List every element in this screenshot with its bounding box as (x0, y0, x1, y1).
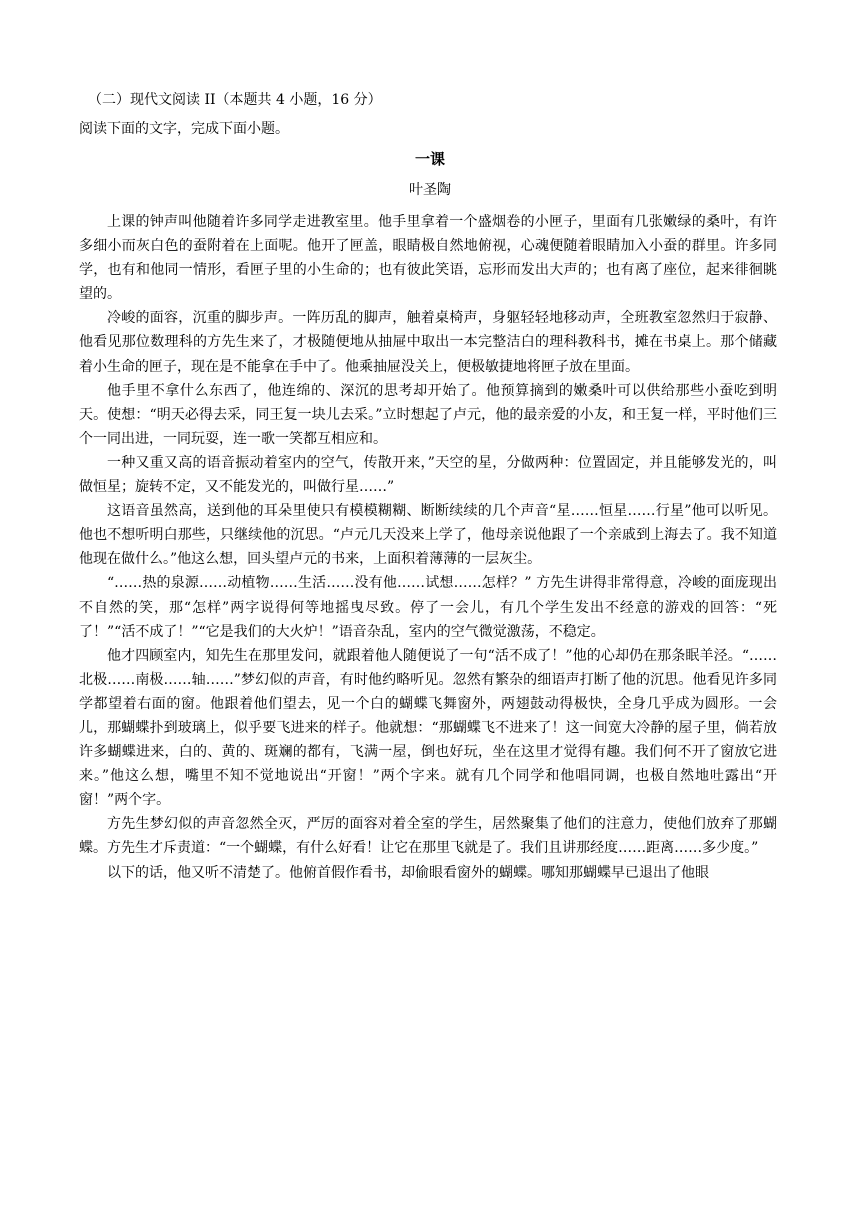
article-body (79, 210, 777, 885)
paragraph: 冷峻的面容，沉重的脚步声。一阵历乱的脚声，触着桌椅声，身躯轻轻地移动声，全班教室忽然归于寂静、他看见那位数理科的方先生来了，才极随便地从抽屉中取出一本完整洁白的理科教科书，摊在书桌上。那个储藏着小生命的匣子，现在是不能拿在手中了。他乘抽屉没关上，便极敏捷地将匣子放在里面。 (79, 310, 777, 375)
paragraph: 一种又重又高的语音振动着室内的空气，传散开来，”天空的星，分做两种：位置固定，并且能够发光的，叫做恒星；旋转不定，又不能发光的，叫做行星……” (79, 454, 777, 496)
paragraph: 方先生梦幻似的声音忽然全灭，严厉的面容对着全室的学生，居然聚集了他们的注意力，使他们放弃了那蝴蝶。方先生才斥责道：“一个蝴蝶，有什么好看！让它在那里飞就是了。我们且讲那经度……距离……多少度。” (79, 816, 777, 857)
reading-instruction: 阅读下面的文字，完成下面小题。 (79, 121, 289, 137)
section-heading: （二）现代文阅读 II（本题共 4 小题，16 分） (88, 92, 382, 108)
paragraph: 这语音虽然高，送到他的耳朵里使只有模模糊糊、断断续续的几个声音“星……恒星……行星”他可以听见。他也不想听明白那些，只继续他的沉思。“卢元几天没来上学了，他母亲说他跟了一个亲戚到上海去了。我不知道他现在做什么。”他这么想，回头望卢元的书来，上面积着薄薄的一层灰尘。 (79, 503, 777, 568)
paragraph: 他手里不拿什么东西了，他连绵的、深沉的思考却开始了。他预算摘到的嫩桑叶可以供给那些小蚕吃到明天。使想：“明天必得去采，同王复一块儿去采。”立时想起了卢元，他的最亲爱的小友，和王复一样，平时他们三个一同出进，一同玩耍，连一歌一笑都互相应和。 (79, 382, 777, 447)
paragraph: “……热的泉源……动植物……生活……没有他……试想……怎样？” 方先生讲得非常得意，冷峻的面庞现出不自然的笑，那“怎样”两字说得何等地摇曳尽致。停了一会儿，有几个学生发出不经意的游戏的回答：“死了！”“活不成了！”“它是我们的大火炉！”语音杂乱，室内的空气微觉激荡，不稳定。 (79, 575, 777, 640)
paragraph: 上课的钟声叫他随着许多同学走进教室里。他手里拿着一个盛烟卷的小匣子，里面有几张嫩绿的桑叶，有许多细小而灰白色的蚕附着在上面呢。他开了匣盖，眼睛极自然地俯视，心魂便随着眼睛加入小蚕的群里。许多同学，也有和他同一情形，看匣子里的小生命的；也有彼此笑语，忘形而发出大声的；也有离了座位，起来徘徊眺望的。 (79, 214, 777, 303)
paragraph: 以下的话，他又听不清楚了。他俯首假作看书，却偷眼看窗外的蝴蝶。哪知那蝴蝶早已退出了他眼 (107, 864, 709, 881)
paragraph: 他才四顾室内，知先生在那里发问，就跟着他人随便说了一句“活不成了！”他的心却仍在那条眠羊泾。“……北极……南极……轴……”梦幻似的声音，有时他约略听见。忽然有繁杂的细语声打断了他的沉思。他看见许多同学都望着右面的窗。他跟着他们望去，见一个白的蝴蝶飞舞窗外，两翅鼓动得极快，全身几乎成为圆形。一会儿，那蝴蝶扑到玻璃上，似乎要飞进来的样子。他就想：“那蝴蝶飞不进来了！这一间宽大冷静的屋子里，倘若放许多蝴蝶进来，白的、黄的、斑斓的都有，飞满一屋，倒也好玩，坐在这里才觉得有趣。我们何不开了窗放它进来。”他这么想，嘴里不知不觉地说出“开窗！”两个字来。就有几个同学和他唱同调，也极自然地吐露出“开窗！”两个字。 (79, 647, 777, 809)
article-title: 一课 (414, 150, 445, 168)
article-author: 叶圣陶 (409, 182, 451, 198)
